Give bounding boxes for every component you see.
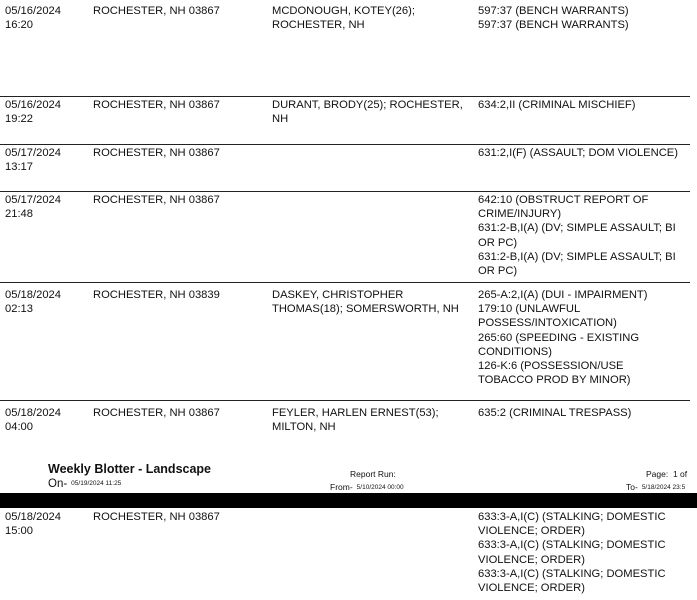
offense: 265-A:2,I(A) (DUI - IMPAIRMENT) 179:10 (UNLAWFUL POSSESS/INTOXICATION) 265:60 (SPEEDING - EXISTING CONDITIONS) 126-K:6 (POSSESSION/USE TOBACCO PROD BY MINOR) <box>478 289 648 387</box>
location: ROCHESTER, NH 03867 <box>93 511 220 523</box>
date-time: 05/18/2024 02:13 <box>5 289 61 316</box>
date-time: 05/18/2024 15:00 <box>5 511 61 538</box>
person-name: FEYLER, HARLEN ERNEST(53); MILTON, NH <box>272 407 439 434</box>
offense: 597:37 (BENCH WARRANTS) 597:37 (BENCH WARRANTS) <box>478 5 629 32</box>
offense: 631:2,I(F) (ASSAULT; DOM VIOLENCE) <box>478 147 678 159</box>
person-name: DURANT, BRODY(25); ROCHESTER, NH <box>272 99 463 126</box>
date-time: 05/17/2024 13:17 <box>5 147 61 174</box>
on-value: 05/19/2024 11:25 <box>71 480 122 488</box>
page-break-bar <box>0 493 697 508</box>
person-name: DASKEY, CHRISTOPHER THOMAS(18); SOMERSWORTH, NH <box>272 289 459 316</box>
date-range-from <box>330 482 404 492</box>
report-title: Weekly Blotter - Landscape <box>48 462 212 476</box>
date-range-to <box>626 482 685 492</box>
offense: 633:3-A,I(C) (STALKING; DOMESTIC VIOLENCE; ORDER) 633:3-A,I(C) (STALKING; DOMESTIC VIOLENCE; ORDER) 633:3-A,I(C) (STALKING; DOMESTIC VIOLENCE; ORDER) <box>478 511 666 595</box>
location: ROCHESTER, NH 03867 <box>93 5 220 17</box>
page-value: 1 of <box>672 469 688 479</box>
offense: 642:10 (OBSTRUCT REPORT OF CRIME/INJURY) 631:2-B,I(A) (DV; SIMPLE ASSAULT; BI OR PC) 631:2-B,I(A) (DV; SIMPLE ASSAULT; BI OR PC) <box>478 194 676 278</box>
page-label: Page: <box>646 469 669 479</box>
person-name: MCDONOUGH, KOTEY(26); ROCHESTER, NH <box>272 5 415 32</box>
offense: 635:2 (CRIMINAL TRESPASS) <box>478 407 632 419</box>
row-divider <box>0 96 690 97</box>
date-time: 05/16/2024 16:20 <box>5 5 61 32</box>
row-divider <box>0 191 690 192</box>
date-time: 05/16/2024 19:22 <box>5 99 61 126</box>
location: ROCHESTER, NH 03867 <box>93 147 220 159</box>
printed-on <box>48 478 121 490</box>
location: ROCHESTER, NH 03867 <box>93 99 220 111</box>
on-label: On- <box>48 478 68 490</box>
from-value: 5/10/2024 00:00 <box>356 484 404 492</box>
page-number <box>646 469 687 479</box>
location: ROCHESTER, NH 03867 <box>93 194 220 206</box>
row-divider <box>0 400 690 401</box>
report-run-label: Report Run: <box>350 469 396 479</box>
row-divider <box>0 282 690 283</box>
page-footer <box>0 460 697 494</box>
date-time: 05/18/2024 04:00 <box>5 407 61 434</box>
to-label: To- <box>626 482 638 492</box>
row-divider <box>0 144 690 145</box>
from-label: From- <box>330 482 353 492</box>
to-value: 5/18/2024 23:5 <box>641 484 686 492</box>
location: ROCHESTER, NH 03867 <box>93 407 220 419</box>
location: ROCHESTER, NH 03839 <box>93 289 220 301</box>
offense: 634:2,II (CRIMINAL MISCHIEF) <box>478 99 636 111</box>
date-time: 05/17/2024 21:48 <box>5 194 61 221</box>
